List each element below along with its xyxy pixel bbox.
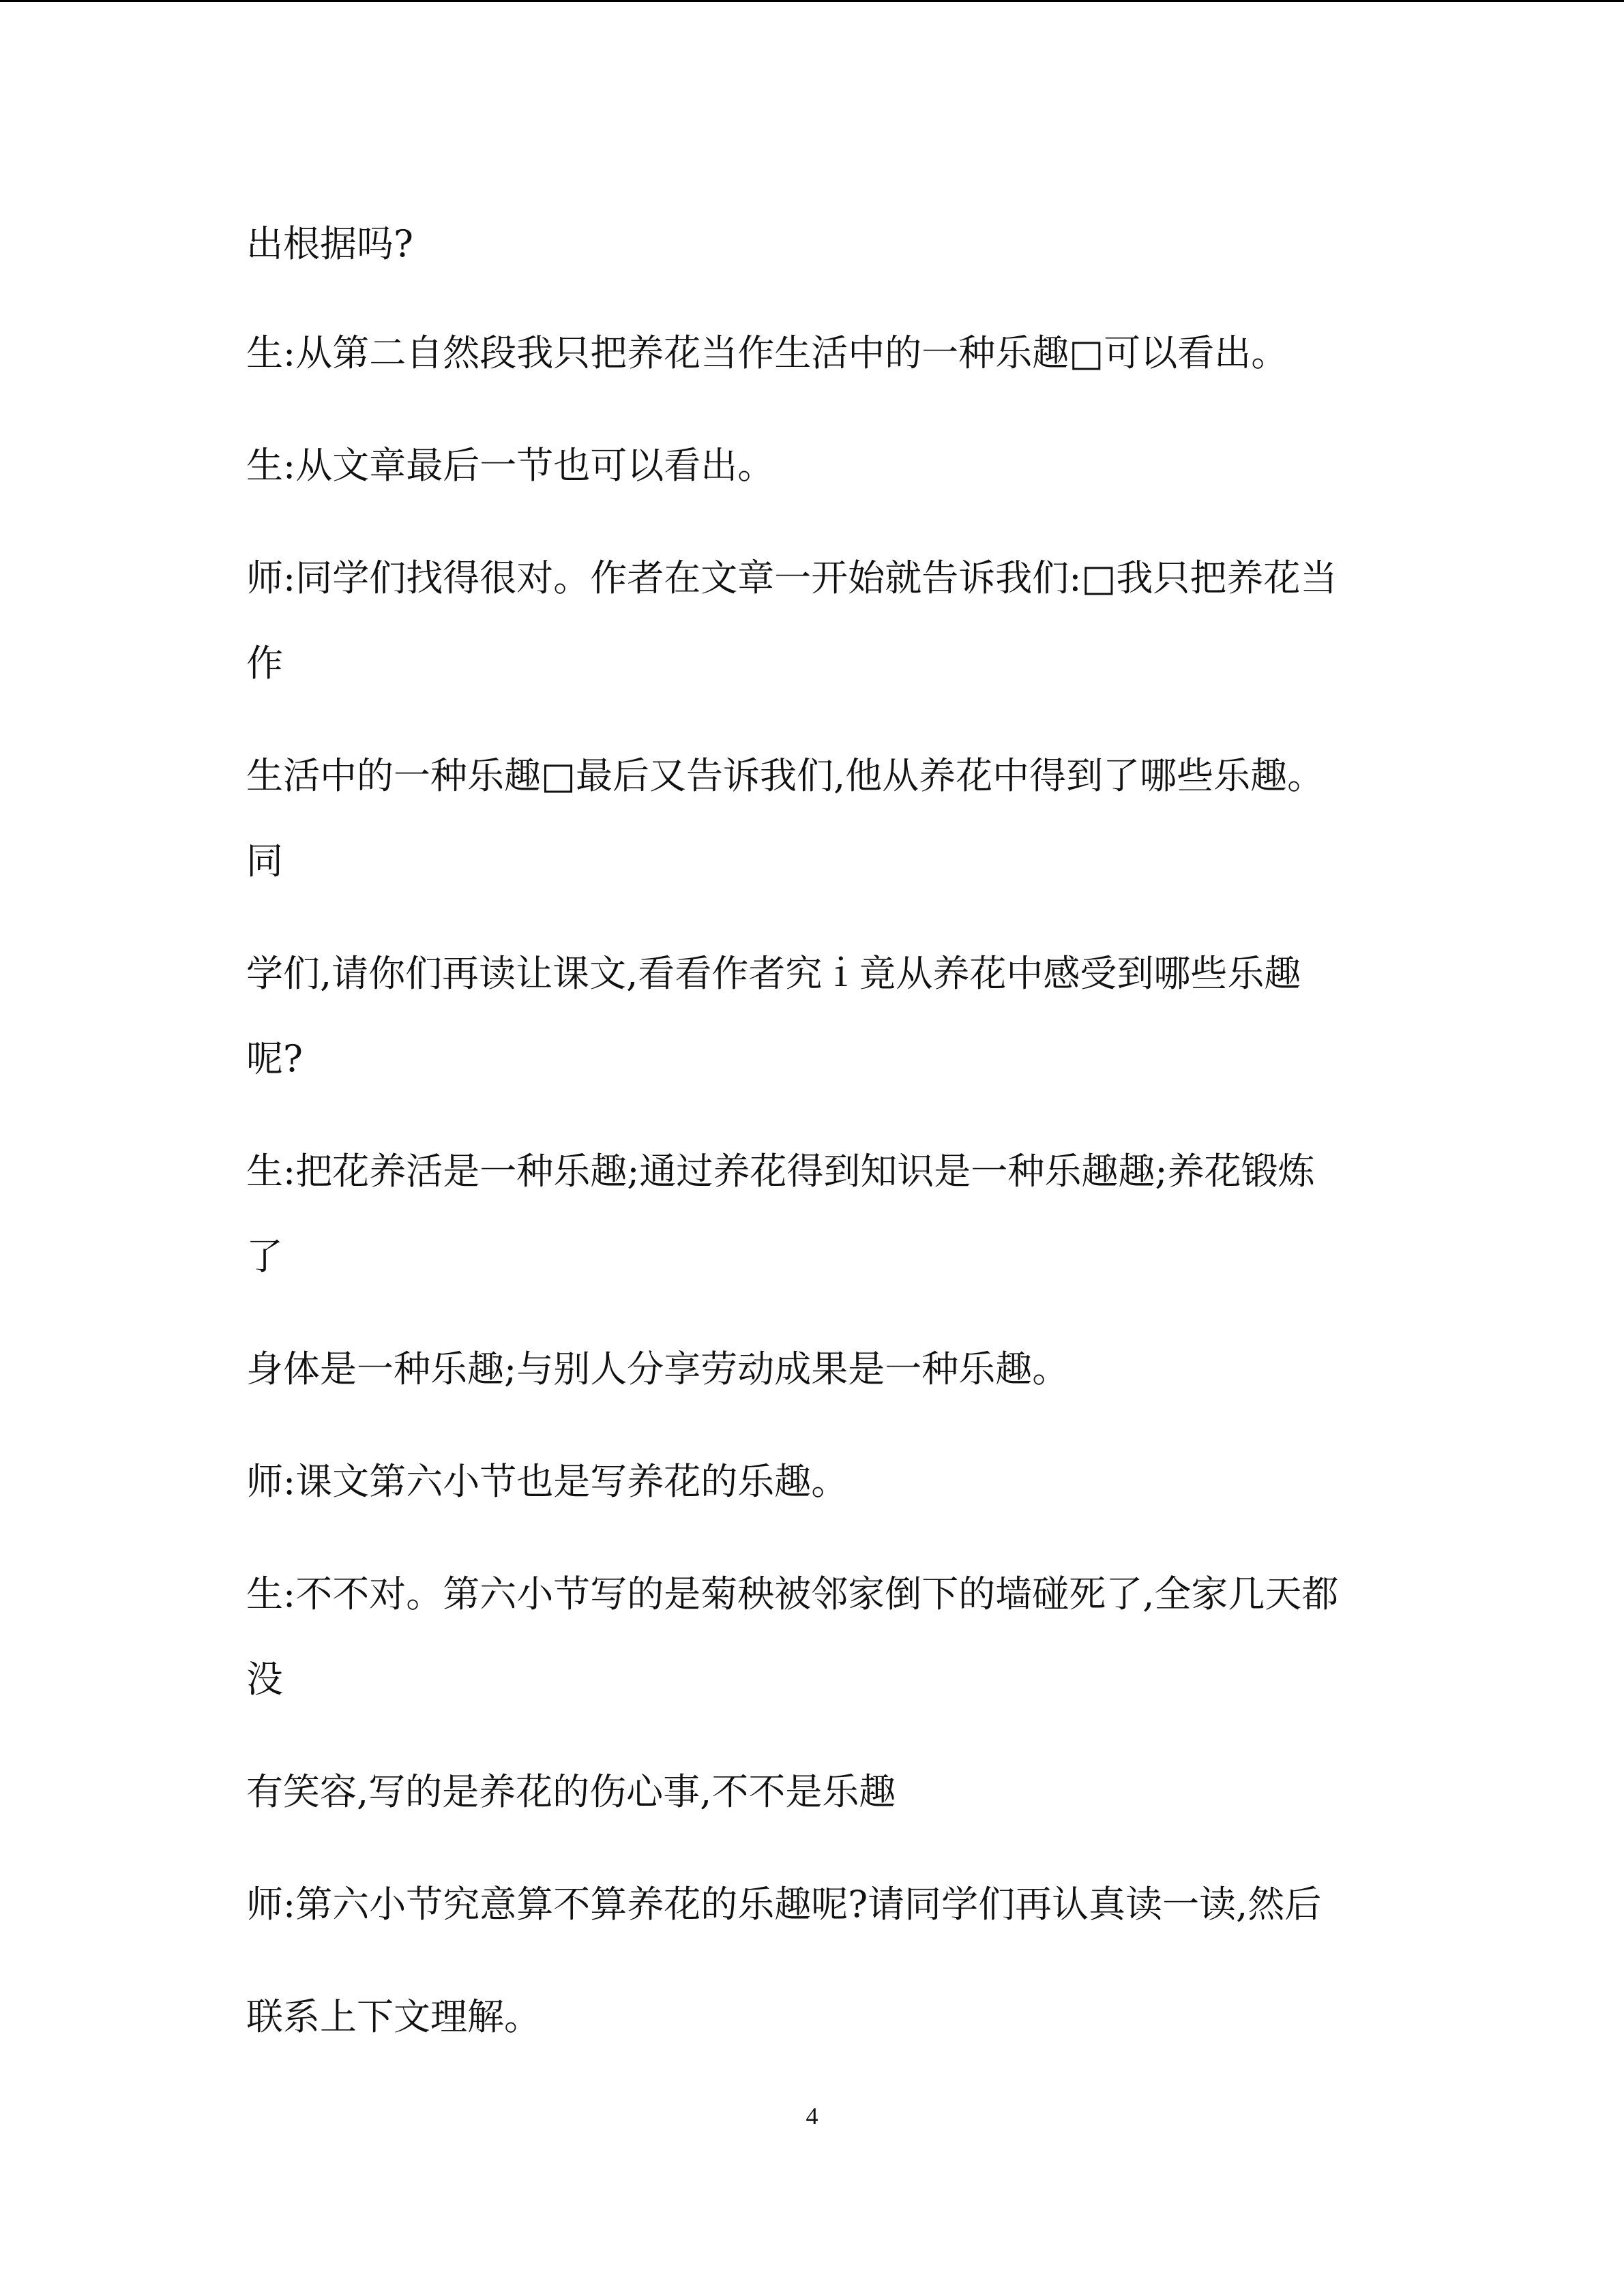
text-line: 生:把花养活是一种乐趣;通过养花得到知识是一种乐趣趣;养花锻炼 <box>246 1150 1315 1193</box>
text-line: 联系上下文理解。 <box>246 1995 541 2038</box>
text-line: 生:从第二自然段我只把养花当作生活中的一种乐趣□可以看出。 <box>246 331 1288 374</box>
text-line: 没 <box>246 1658 283 1701</box>
text-line: 学们,请你们再读让课文,看看作者究ｉ竟从养花中感受到哪些乐趣 <box>246 952 1301 995</box>
text-line: 作 <box>246 642 283 685</box>
text-line: 师:课文第六小节也是写养花的乐趣。 <box>246 1460 848 1503</box>
text-line: 师:同学们找得很对。作者在文章一开始就告诉我们:□我只把养花当 <box>246 556 1338 599</box>
text-line: 生活中的一种乐趣□最后又告诉我们,他从养花中得到了哪些乐趣。 <box>246 754 1325 797</box>
page-number: 4 <box>806 2102 818 2130</box>
text-line: 身体是一种乐趣;与别人分享劳动成果是一种乐趣。 <box>246 1347 1069 1390</box>
text-line: 同 <box>246 839 283 882</box>
text-line: 了 <box>246 1235 283 1278</box>
text-line: 有笑容,写的是养花的伤心事,不不是乐趣 <box>246 1770 896 1813</box>
text-line: 师:第六小节究意算不算养花的乐趣呢?请同学们再认真读一读,然后 <box>246 1883 1322 1926</box>
text-line: 生:不不对。第六小节写的是菊秧被邻家倒下的墙碰死了,全家几天都 <box>246 1572 1339 1615</box>
text-line: 出根据吗? <box>246 222 413 265</box>
text-line: 呢? <box>246 1037 303 1080</box>
text-line: 生:从文章最后一节也可以看出。 <box>246 444 775 487</box>
